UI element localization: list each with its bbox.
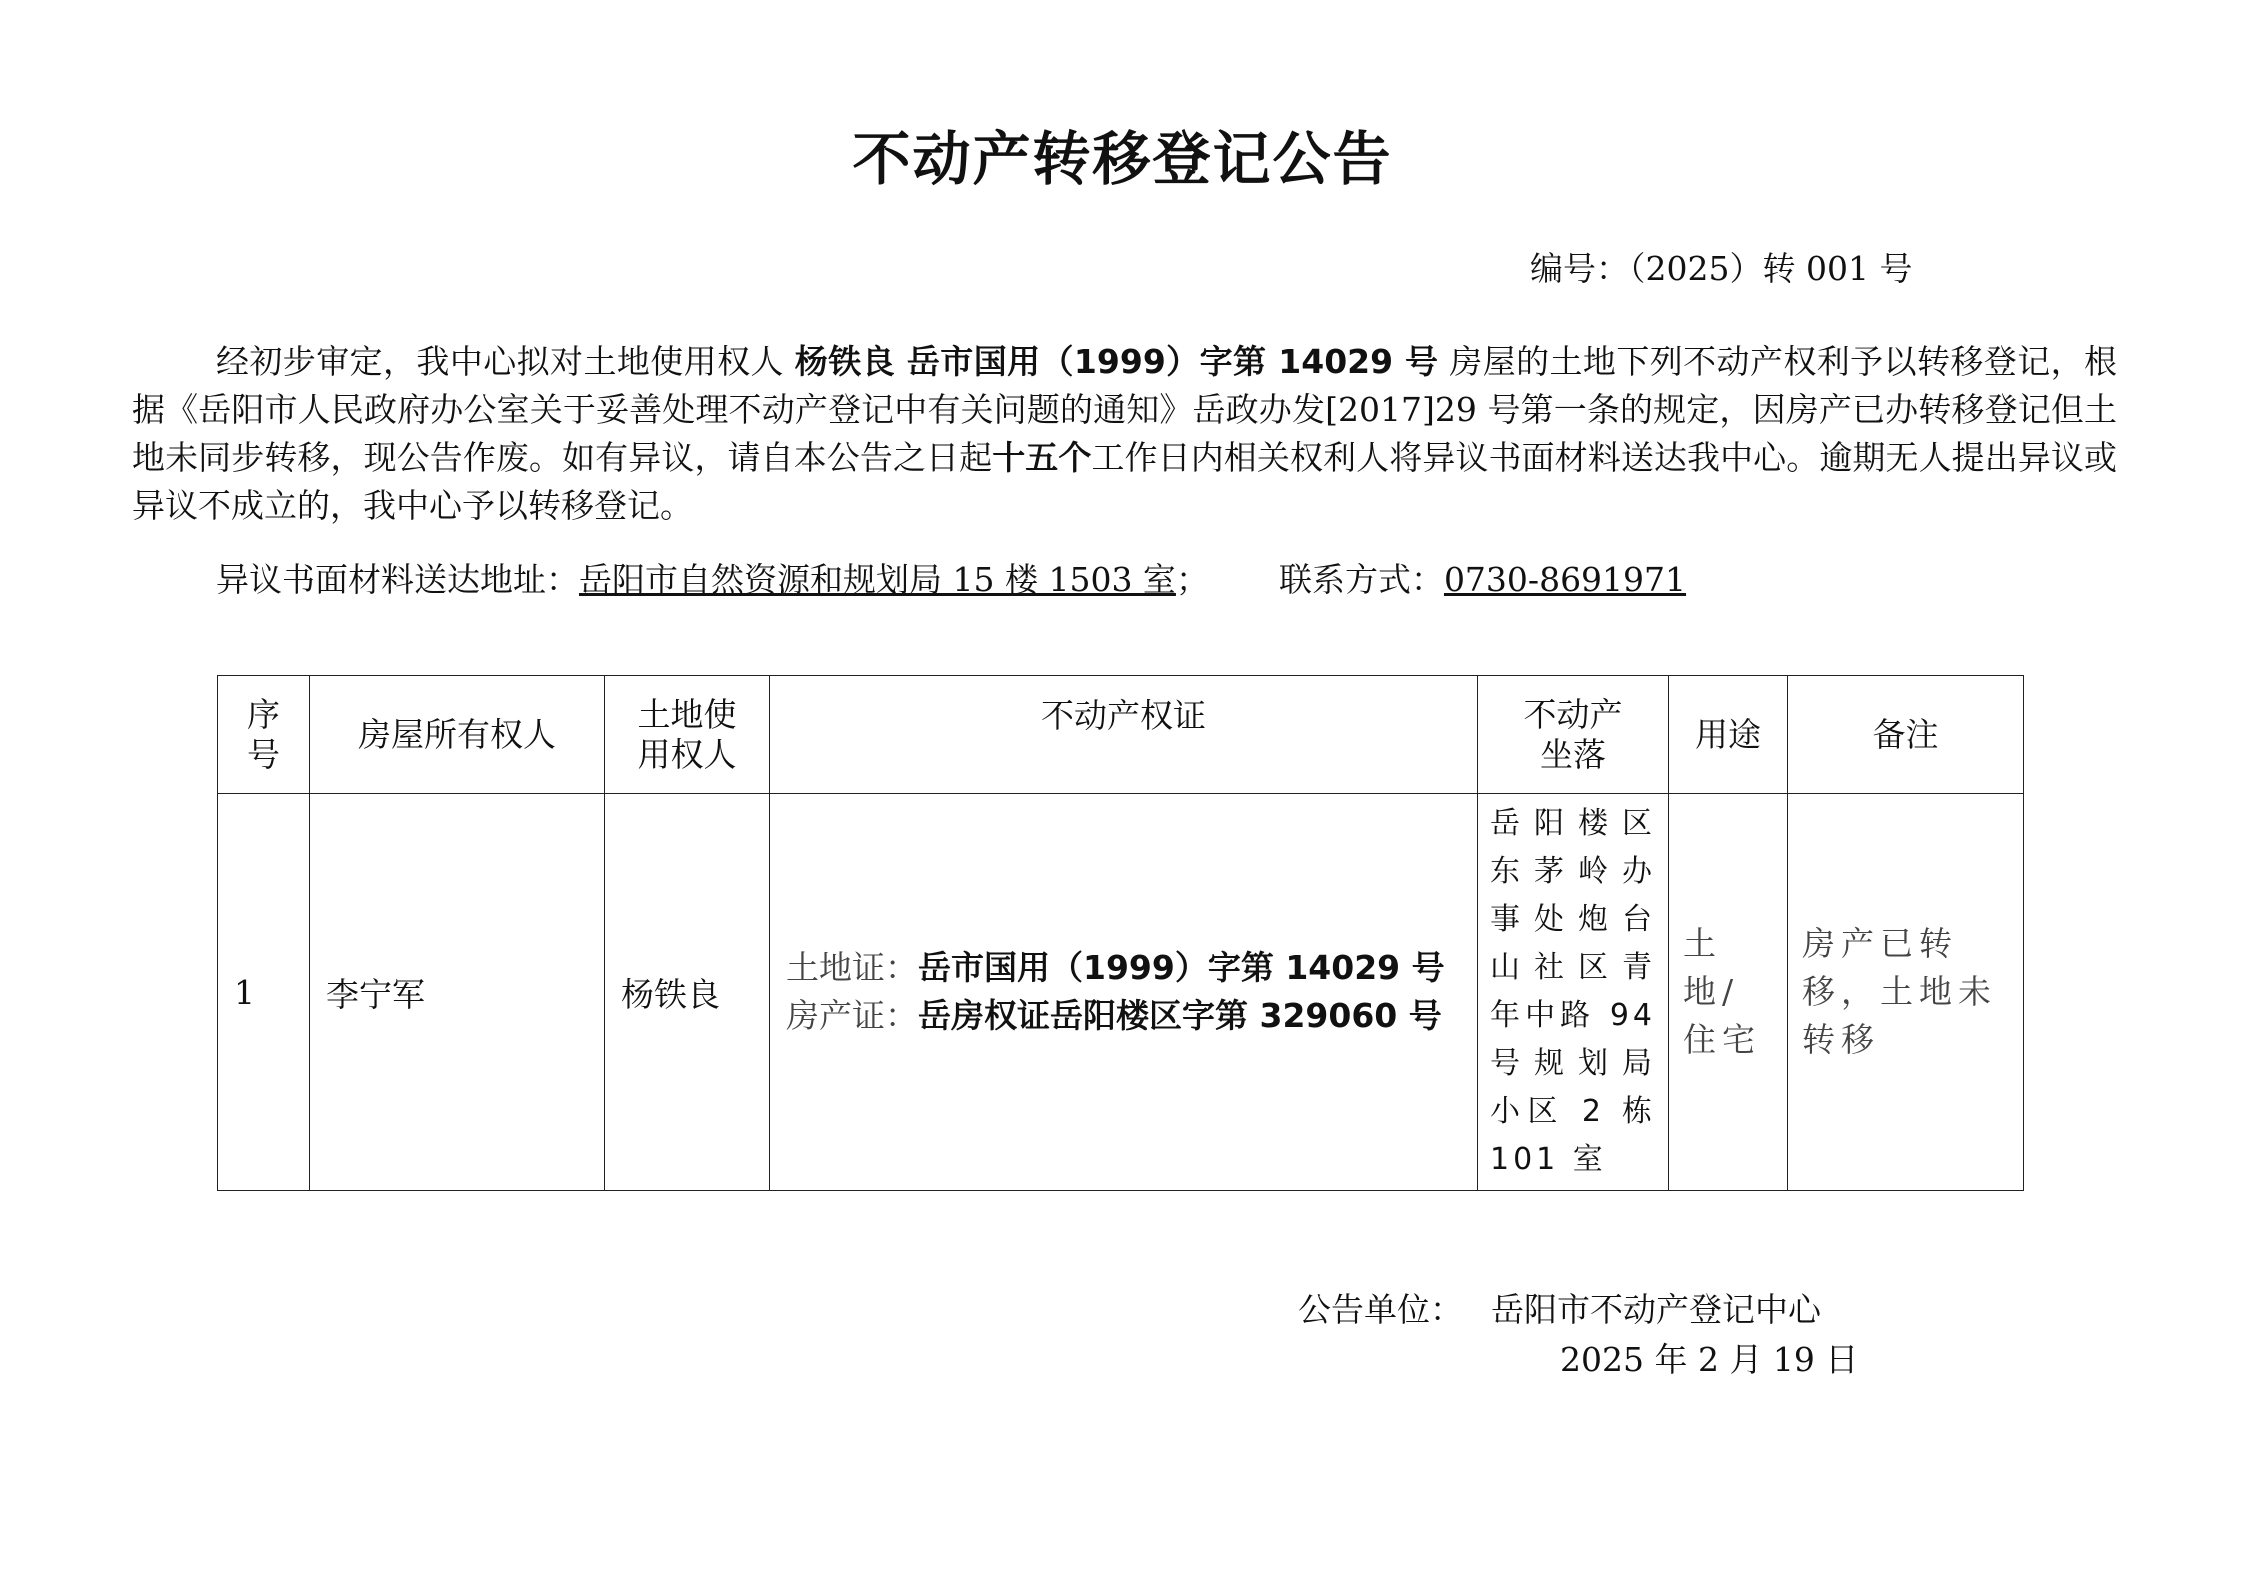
house-cert-value: 岳房权证岳阳楼区字第 329060 号 [918,996,1442,1035]
body-bold-land-user-cert: 杨铁良 岳市国用（1999）字第 14029 号 [794,342,1439,381]
header-cert: 不动产权证 [770,676,1478,794]
header-note: 备注 [1788,676,2024,794]
notice-title: 不动产转移登记公告 [852,125,1393,193]
contact-label: 联系方式： [1278,560,1444,599]
body-text-part3: 工作日内相关权利人将异议书面材料送达我中心。逾期无人提出异议或异议不成立的，我中心予以转移登记。 [132,438,2118,525]
address-separator: ； [1175,560,1209,599]
house-cert-label: 房产证： [786,996,918,1035]
registration-table [217,675,2024,1191]
row-owner: 李宁军 [310,794,605,1191]
row-use: 土地/住宅 [1669,794,1788,1191]
row-cert [770,794,1478,1191]
header-owner: 房屋所有权人 [310,676,605,794]
address-label: 异议书面材料送达地址： [216,560,579,599]
unit-label: 公告单位： [1298,1290,1463,1329]
row-location: 岳阳楼区东茅岭办事处炮台山社区青年中路 94 号规划局小区 2 栋 101 室 [1478,794,1669,1191]
document-number: 编号：（2025）转 001 号 [1530,249,1913,288]
row-seq: 1 [218,794,310,1191]
body-text-part2: 房屋的土地下列不动产权利予以转移登记，根据《岳阳市人民政府办公室关于妥善处理不动产登记中有关问题的通知》岳政办发[2017]29 号第一条的规定，因房产已办转移登记但土地未同步转移，现公告作废。如有异议，请自本公告之日起 [132,342,2117,477]
issue-date: 2025 年 2 月 19 日 [1560,1340,1859,1379]
contact-phone: 0730-8691971 [1443,560,1687,599]
address-value: 岳阳市自然资源和规划局 15 楼 1503 室 [579,560,1176,599]
header-land-user: 土地使用权人 [605,676,770,794]
header-location: 不动产坐落 [1478,676,1669,794]
body-text-part1: 经初步审定，我中心拟对土地使用权人 [216,342,795,381]
table-row [218,794,2024,1191]
land-cert-value: 岳市国用（1999）字第 14029 号 [918,948,1445,987]
notice-body [132,338,2117,530]
issuing-unit [1298,1284,1821,1331]
land-cert-label: 土地证： [786,948,918,987]
body-bold-deadline: 十五个 [992,438,1092,477]
header-use: 用途 [1669,676,1788,794]
header-seq: 序号 [218,676,310,794]
row-note: 房产已转移，土地未转移 [1788,794,2024,1191]
row-land-user: 杨铁良 [605,794,770,1191]
objection-address-line [216,554,1686,601]
table-header-row [218,676,2024,794]
unit-value: 岳阳市不动产登记中心 [1491,1290,1821,1329]
